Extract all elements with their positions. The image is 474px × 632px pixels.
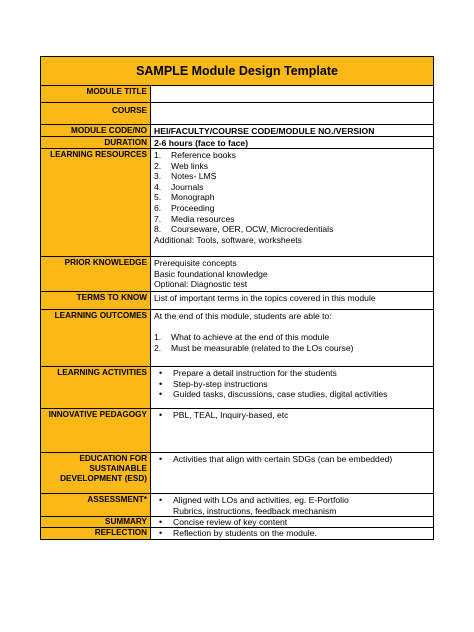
label-assessment: ASSESSMENT* (41, 494, 151, 516)
value-learning-resources (151, 149, 433, 256)
list-item: • PBL, TEAL, Inquiry-based, etc (159, 410, 289, 420)
list-item: 7. Media resources (154, 213, 235, 224)
list-item: 5. Monograph (154, 192, 215, 203)
label-terms: TERMS TO KNOW (41, 292, 151, 309)
prior-line: Basic foundational knowledge (154, 268, 268, 279)
row-learning-resources (41, 149, 433, 257)
list-item: 6. Proceeding (154, 202, 215, 213)
label-module-code: MODULE CODE/NO (41, 125, 151, 136)
label-learning-outcomes: LEARNING OUTCOMES (41, 310, 151, 366)
label-module-title: MODULE TITLE (41, 86, 151, 102)
value-module-title (151, 86, 433, 102)
label-course: COURSE (41, 103, 151, 124)
label-esd: EDUCATION FOR SUSTAINABLE DEVELOPMENT (ESD) (41, 453, 151, 493)
row-learning-activities (41, 367, 433, 409)
row-terms (41, 292, 433, 310)
label-duration: DURATION (41, 137, 151, 148)
label-prior-knowledge: PRIOR KNOWLEDGE (41, 257, 151, 291)
row-esd (41, 453, 433, 494)
label-learning-resources: LEARNING RESOURCES (41, 149, 151, 256)
assessment-continuation: Rubrics, instructions, feedback mechanism (173, 505, 337, 516)
table-title: SAMPLE Module Design Template (41, 57, 433, 86)
label-summary: SUMMARY (41, 517, 151, 527)
activities-list (154, 368, 429, 400)
label-learning-activities: LEARNING ACTIVITIES (41, 367, 151, 408)
list-item: 4. Journals (154, 181, 204, 192)
pedagogy-list (154, 410, 429, 421)
row-innovative-pedagogy (41, 409, 433, 453)
list-item: 1. What to achieve at the end of this module (154, 332, 330, 343)
list-item: • Guided tasks, discussions, case studies, digital activities (159, 389, 388, 400)
list-item: 1. Reference books (154, 150, 236, 160)
value-summary (151, 517, 433, 527)
list-item: • Activities that align with certain SDGs (can be embedded) (159, 454, 393, 464)
row-module-title (41, 86, 433, 103)
resources-additional: Additional: Tools, software, worksheets (154, 234, 302, 245)
list-item: • Aligned with LOs and activities, eg. E-Portfolio (159, 495, 349, 505)
value-assessment (151, 494, 433, 516)
list-item: 2. Must be measurable (related to the LOs course) (154, 342, 354, 353)
row-module-code (41, 125, 433, 137)
esd-list (154, 454, 429, 465)
label-innovative-pedagogy: INNOVATIVE PEDAGOGY (41, 409, 151, 452)
list-item: 3. Notes- LMS (154, 171, 217, 182)
row-summary (41, 517, 433, 528)
outcomes-intro: At the end of this module, students are able to: (154, 311, 332, 321)
row-reflection (41, 528, 433, 539)
value-esd (151, 453, 433, 493)
value-duration: 2-6 hours (face to face) (154, 138, 249, 148)
value-course (151, 103, 433, 124)
outcomes-list (154, 332, 429, 353)
row-course (41, 103, 433, 125)
value-prior-knowledge (151, 257, 433, 291)
list-item: • Concise review of key content (159, 517, 288, 527)
label-reflection: REFLECTION (41, 528, 151, 539)
assessment-list (154, 495, 429, 506)
resources-list (154, 150, 429, 235)
module-template-table (40, 56, 434, 540)
row-duration (41, 137, 433, 149)
row-assessment (41, 494, 433, 517)
list-item: 2. Web links (154, 160, 209, 171)
value-learning-activities (151, 367, 433, 408)
value-innovative-pedagogy (151, 409, 433, 452)
summary-list (154, 517, 429, 527)
row-prior-knowledge (41, 257, 433, 292)
prior-line: Optional: Diagnostic test (154, 279, 248, 290)
list-item: • Step-by-step instructions (159, 378, 268, 389)
value-reflection (151, 528, 433, 539)
row-learning-outcomes (41, 310, 433, 367)
list-item: 8. Courseware, OER, OCW, Microcredentials (154, 224, 334, 235)
value-module-code: HEI/FACULTY/COURSE CODE/MODULE NO./VERSION (154, 126, 375, 136)
value-learning-outcomes (151, 310, 433, 366)
value-terms: List of important terms in the topics covered in this module (154, 293, 376, 303)
prior-line: Prerequisite concepts (154, 258, 237, 268)
list-item: • Reflection by students on the module. (159, 528, 317, 538)
reflection-list (154, 528, 429, 538)
list-item: • Prepare a detail instruction for the students (159, 368, 337, 378)
